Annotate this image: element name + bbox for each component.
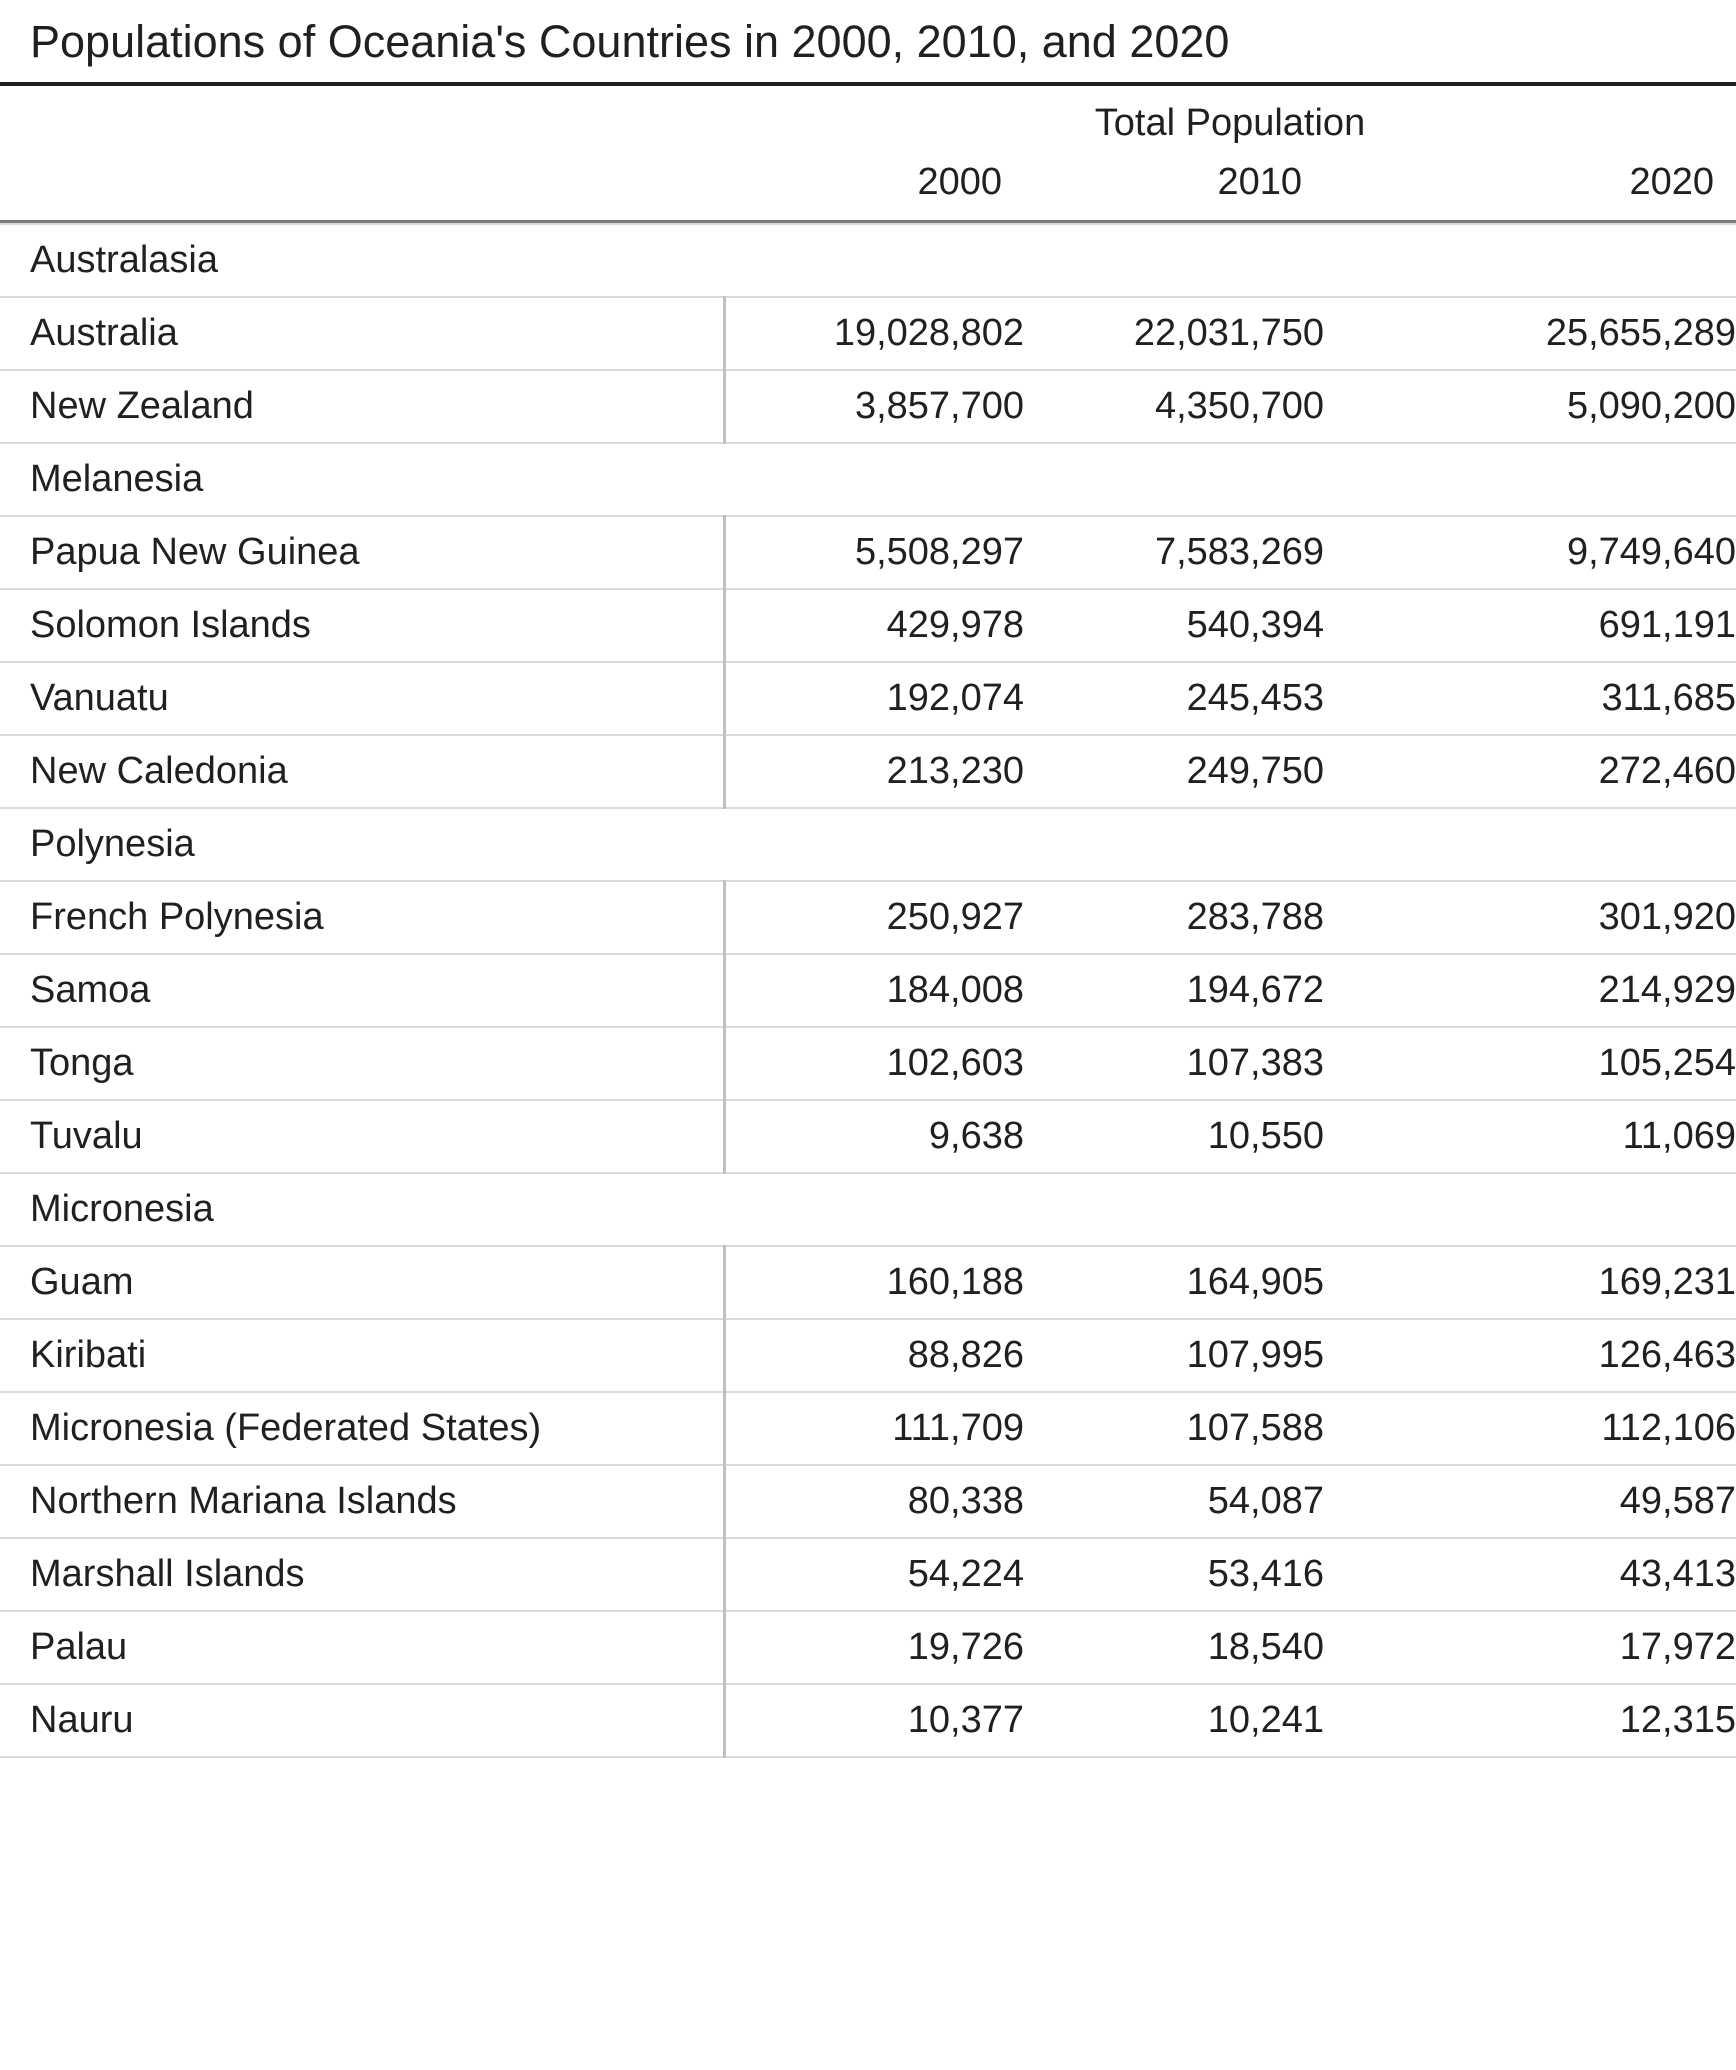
row-label: Palau bbox=[0, 1611, 724, 1684]
group-label: Micronesia bbox=[0, 1173, 724, 1246]
table-group-row bbox=[0, 443, 1736, 516]
table-row bbox=[0, 370, 1736, 443]
group-label: Australasia bbox=[0, 224, 724, 297]
row-value-2020: 112,106 bbox=[1324, 1392, 1736, 1465]
row-value-2000: 88,826 bbox=[724, 1319, 1024, 1392]
row-value-2010: 540,394 bbox=[1024, 589, 1324, 662]
group-blank-cell bbox=[724, 224, 1024, 297]
table-row bbox=[0, 1246, 1736, 1319]
row-label: Guam bbox=[0, 1246, 724, 1319]
table-row bbox=[0, 1027, 1736, 1100]
group-label: Polynesia bbox=[0, 808, 724, 881]
row-label: Marshall Islands bbox=[0, 1538, 724, 1611]
group-blank-cell bbox=[724, 1173, 1024, 1246]
group-blank-cell bbox=[1024, 443, 1324, 516]
table-row bbox=[0, 1611, 1736, 1684]
group-blank-cell bbox=[1024, 224, 1324, 297]
row-value-2020: 214,929 bbox=[1324, 954, 1736, 1027]
row-label: Tonga bbox=[0, 1027, 724, 1100]
row-value-2020: 9,749,640 bbox=[1324, 516, 1736, 589]
row-value-2020: 169,231 bbox=[1324, 1246, 1736, 1319]
row-value-2020: 5,090,200 bbox=[1324, 370, 1736, 443]
row-value-2010: 18,540 bbox=[1024, 1611, 1324, 1684]
table-row bbox=[0, 1465, 1736, 1538]
row-label: Papua New Guinea bbox=[0, 516, 724, 589]
group-blank-cell bbox=[1024, 808, 1324, 881]
row-value-2000: 10,377 bbox=[724, 1684, 1024, 1757]
row-value-2010: 245,453 bbox=[1024, 662, 1324, 735]
group-blank-cell bbox=[1324, 1173, 1736, 1246]
row-value-2010: 283,788 bbox=[1024, 881, 1324, 954]
row-label: Vanuatu bbox=[0, 662, 724, 735]
row-value-2010: 164,905 bbox=[1024, 1246, 1324, 1319]
row-value-2020: 691,191 bbox=[1324, 589, 1736, 662]
row-value-2000: 3,857,700 bbox=[724, 370, 1024, 443]
row-value-2000: 80,338 bbox=[724, 1465, 1024, 1538]
row-label: Samoa bbox=[0, 954, 724, 1027]
row-value-2020: 11,069 bbox=[1324, 1100, 1736, 1173]
table-row bbox=[0, 516, 1736, 589]
row-value-2000: 429,978 bbox=[724, 589, 1024, 662]
row-value-2010: 53,416 bbox=[1024, 1538, 1324, 1611]
table-group-row bbox=[0, 1173, 1736, 1246]
row-value-2010: 107,995 bbox=[1024, 1319, 1324, 1392]
row-value-2010: 194,672 bbox=[1024, 954, 1324, 1027]
row-value-2000: 9,638 bbox=[724, 1100, 1024, 1173]
table-row bbox=[0, 881, 1736, 954]
column-header-2010: 2010 bbox=[1217, 161, 1302, 204]
row-value-2010: 4,350,700 bbox=[1024, 370, 1324, 443]
row-value-2020: 105,254 bbox=[1324, 1027, 1736, 1100]
table-row bbox=[0, 1538, 1736, 1611]
column-header-region bbox=[0, 155, 724, 222]
table-column-header-row bbox=[0, 155, 1736, 222]
row-value-2000: 250,927 bbox=[724, 881, 1024, 954]
row-value-2000: 184,008 bbox=[724, 954, 1024, 1027]
row-label: Nauru bbox=[0, 1684, 724, 1757]
row-label: Solomon Islands bbox=[0, 589, 724, 662]
column-header-2020: 2020 bbox=[1629, 161, 1714, 204]
row-value-2020: 272,460 bbox=[1324, 735, 1736, 808]
group-blank-cell bbox=[724, 443, 1024, 516]
row-value-2000: 54,224 bbox=[724, 1538, 1024, 1611]
row-label: New Caledonia bbox=[0, 735, 724, 808]
row-value-2020: 25,655,289 bbox=[1324, 297, 1736, 370]
population-table bbox=[0, 86, 1736, 1758]
row-label: Kiribati bbox=[0, 1319, 724, 1392]
span-header-total-population: Total Population bbox=[1094, 102, 1366, 145]
row-label: Micronesia (Federated States) bbox=[0, 1392, 724, 1465]
group-label: Melanesia bbox=[0, 443, 724, 516]
page-title: Populations of Oceania's Countries in 2000, 2010, and 2020 bbox=[30, 16, 1230, 67]
row-value-2020: 301,920 bbox=[1324, 881, 1736, 954]
group-blank-cell bbox=[1324, 808, 1736, 881]
table-row bbox=[0, 735, 1736, 808]
table-group-row bbox=[0, 808, 1736, 881]
row-value-2000: 102,603 bbox=[724, 1027, 1024, 1100]
row-value-2010: 107,588 bbox=[1024, 1392, 1324, 1465]
group-blank-cell bbox=[1324, 224, 1736, 297]
row-value-2020: 311,685 bbox=[1324, 662, 1736, 735]
row-value-2010: 54,087 bbox=[1024, 1465, 1324, 1538]
group-blank-cell bbox=[1324, 443, 1736, 516]
row-value-2010: 22,031,750 bbox=[1024, 297, 1324, 370]
row-value-2000: 19,726 bbox=[724, 1611, 1024, 1684]
row-value-2000: 213,230 bbox=[724, 735, 1024, 808]
row-label: Northern Mariana Islands bbox=[0, 1465, 724, 1538]
row-value-2020: 12,315 bbox=[1324, 1684, 1736, 1757]
row-value-2020: 49,587 bbox=[1324, 1465, 1736, 1538]
row-value-2020: 126,463 bbox=[1324, 1319, 1736, 1392]
row-value-2000: 19,028,802 bbox=[724, 297, 1024, 370]
row-label: Australia bbox=[0, 297, 724, 370]
row-label: Tuvalu bbox=[0, 1100, 724, 1173]
table-row bbox=[0, 297, 1736, 370]
row-value-2010: 10,550 bbox=[1024, 1100, 1324, 1173]
table-row bbox=[0, 1684, 1736, 1757]
table-row bbox=[0, 662, 1736, 735]
row-value-2010: 7,583,269 bbox=[1024, 516, 1324, 589]
table-body bbox=[0, 86, 1736, 1757]
table-row bbox=[0, 589, 1736, 662]
row-value-2010: 249,750 bbox=[1024, 735, 1324, 808]
table-row bbox=[0, 954, 1736, 1027]
table-row bbox=[0, 1100, 1736, 1173]
table-row bbox=[0, 1392, 1736, 1465]
row-value-2000: 160,188 bbox=[724, 1246, 1024, 1319]
row-value-2020: 43,413 bbox=[1324, 1538, 1736, 1611]
row-value-2010: 107,383 bbox=[1024, 1027, 1324, 1100]
row-value-2000: 5,508,297 bbox=[724, 516, 1024, 589]
table-row bbox=[0, 1319, 1736, 1392]
row-label: French Polynesia bbox=[0, 881, 724, 954]
group-blank-cell bbox=[1024, 1173, 1324, 1246]
row-value-2020: 17,972 bbox=[1324, 1611, 1736, 1684]
span-header-blank bbox=[0, 86, 724, 155]
table-group-row bbox=[0, 224, 1736, 297]
row-value-2000: 111,709 bbox=[724, 1392, 1024, 1465]
table-span-header-row bbox=[0, 86, 1736, 155]
column-header-2000: 2000 bbox=[917, 161, 1002, 204]
row-value-2010: 10,241 bbox=[1024, 1684, 1324, 1757]
row-label: New Zealand bbox=[0, 370, 724, 443]
row-value-2000: 192,074 bbox=[724, 662, 1024, 735]
group-blank-cell bbox=[724, 808, 1024, 881]
